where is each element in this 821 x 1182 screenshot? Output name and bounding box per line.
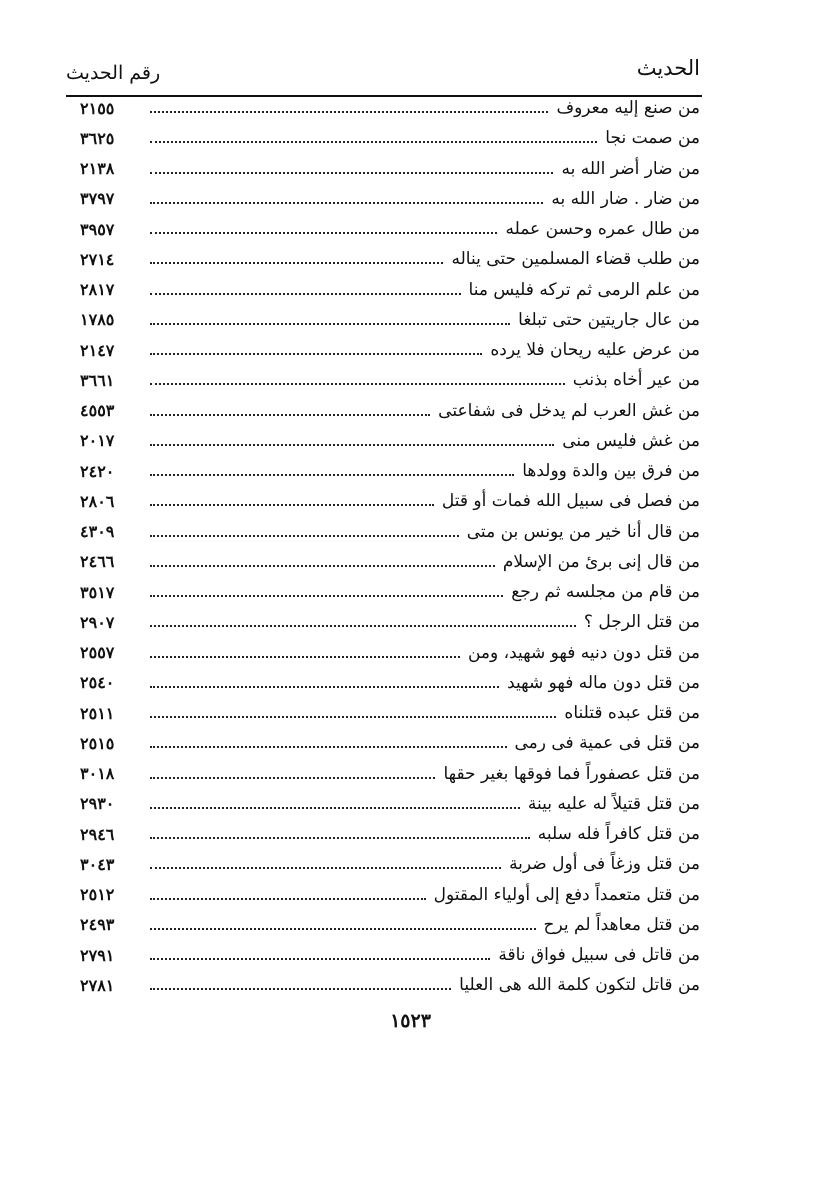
hadith-text: من قاتل لتكون كلمة الله هى العليا (459, 975, 700, 996)
dot-leader (150, 595, 503, 597)
index-entry (80, 728, 700, 758)
index-entry (80, 607, 700, 637)
dot-leader (150, 625, 576, 627)
dot-leader (150, 837, 530, 839)
hadith-text: من فرق بين والدة وولدها (522, 461, 700, 482)
hadith-number: ٣٧٩٧ (80, 189, 115, 209)
hadith-number: ٢٥١٥ (80, 733, 115, 753)
index-entry (80, 154, 700, 184)
hadith-text: من قتل فى عمية فى رمى (514, 733, 700, 754)
dot-leader (150, 716, 556, 718)
dot-leader (150, 414, 430, 416)
dot-leader (150, 323, 510, 325)
hadith-number: ٢٨٠٦ (80, 491, 115, 511)
hadith-number: ٢٤٩٣ (80, 915, 115, 935)
dot-leader (150, 656, 460, 658)
dot-leader (150, 111, 548, 113)
hadith-number: ٢٥٥٧ (80, 643, 115, 663)
dot-leader (150, 988, 451, 990)
hadith-text: من عال جاريتين حتى تبلغا (518, 309, 700, 330)
index-entry (80, 698, 700, 728)
hadith-number: ٢٩٠٧ (80, 612, 115, 632)
dot-leader (150, 867, 501, 869)
index-entry (80, 517, 700, 547)
hadith-text: من فصل فى سبيل الله فمات أو قتل (441, 491, 700, 512)
hadith-text: من صمت نجا (605, 128, 700, 149)
hadith-number: ٣٠١٨ (80, 764, 115, 784)
hadith-text: من قتل دون دنيه فهو شهيد، ومن (467, 642, 700, 663)
dot-leader (150, 807, 520, 809)
index-entry (80, 456, 700, 486)
dot-leader (150, 293, 461, 295)
hadith-column-heading: الحديث (636, 56, 700, 80)
hadith-text: من قتل الرجل ؟ (583, 612, 700, 633)
hadith-text: من غش العرب لم يدخل فى شفاعتى (438, 400, 700, 421)
index-entry (80, 93, 700, 123)
index-entry (80, 849, 700, 879)
index-entry (80, 970, 700, 1000)
index-entry (80, 214, 700, 244)
dot-leader (150, 504, 434, 506)
index-entry (80, 547, 700, 577)
index-entry (80, 275, 700, 305)
dot-leader (150, 383, 565, 385)
hadith-number: ٢١٤٧ (80, 340, 115, 360)
hadith-number: ٢٨١٧ (80, 280, 115, 300)
index-entry (80, 305, 700, 335)
dot-leader (150, 686, 499, 688)
hadith-number: ٣٦٦١ (80, 370, 115, 390)
dot-leader (150, 535, 459, 537)
hadith-text: من قتل وزغاً فى أول ضربة (509, 854, 700, 875)
hadith-text: من قتل معاهداً لم يرح (543, 914, 700, 935)
hadith-number: ٢٥٤٠ (80, 673, 115, 693)
index-entry (80, 335, 700, 365)
index-entry (80, 910, 700, 940)
hadith-text: من علم الرمى ثم تركه فليس منا (468, 279, 700, 300)
hadith-text: من ضار أضر الله به (561, 158, 700, 179)
dot-leader (150, 353, 482, 355)
hadith-number: ٣٠٤٣ (80, 854, 115, 874)
index-entry (80, 668, 700, 698)
hadith-text: من قتل عصفوراً فما فوقها بغير حقها (443, 763, 700, 784)
index-entry (80, 819, 700, 849)
hadith-text: من طال عمره وحسن عمله (505, 219, 700, 240)
index-entry (80, 365, 700, 395)
index-entry (80, 940, 700, 970)
dot-leader (150, 898, 426, 900)
hadith-number: ٢٤٢٠ (80, 461, 115, 481)
hadith-number: ٢٥١١ (80, 703, 115, 723)
index-entry (80, 759, 700, 789)
dot-leader (150, 444, 554, 446)
dot-leader (150, 172, 553, 174)
hadith-number: ٣٦٢٥ (80, 128, 115, 148)
dot-leader (150, 232, 497, 234)
hadith-text: من قال إنى برئ من الإسلام (502, 551, 700, 572)
index-entry (80, 789, 700, 819)
hadith-number: ١٧٨٥ (80, 310, 115, 330)
index-entry (80, 486, 700, 516)
hadith-text: من قال أنا خير من يونس بن متى (466, 521, 700, 542)
hadith-number: ٢٤٦٦ (80, 552, 115, 572)
hadith-text: من طلب قضاء المسلمين حتى يناله (451, 249, 700, 270)
hadith-number-column-heading: رقم الحديث (66, 62, 161, 84)
hadith-text: من قاتل فى سبيل فواق ناقة (498, 945, 700, 966)
dot-leader (150, 565, 495, 567)
dot-leader (150, 746, 507, 748)
hadith-text: من عرض عليه ريحان فلا يرده (490, 340, 700, 361)
page-number: ١٥٢٣ (390, 1010, 431, 1032)
hadith-number: ٢٥١٢ (80, 885, 115, 905)
index-entry (80, 396, 700, 426)
hadith-number: ٢٧٩١ (80, 945, 115, 965)
hadith-number: ٢١٣٨ (80, 159, 115, 179)
dot-leader (150, 262, 443, 264)
index-entry (80, 244, 700, 274)
hadith-text: من قتل كافراً فله سلبه (537, 824, 700, 845)
hadith-number: ٣٥١٧ (80, 582, 115, 602)
hadith-number: ٣٩٥٧ (80, 219, 115, 239)
hadith-number: ٤٥٥٣ (80, 401, 115, 421)
dot-leader (150, 141, 597, 143)
index-entry (80, 426, 700, 456)
index-entry (80, 577, 700, 607)
index-entry (80, 184, 700, 214)
hadith-text: من قتل قتيلاً له عليه بينة (527, 793, 700, 814)
index-entry (80, 638, 700, 668)
dot-leader (150, 474, 514, 476)
hadith-number: ٢٠١٧ (80, 431, 115, 451)
hadith-text: من قتل دون ماله فهو شهيد (507, 672, 700, 693)
hadith-number: ٢٧١٤ (80, 249, 115, 269)
index-entry (80, 123, 700, 153)
dot-leader (150, 777, 435, 779)
hadith-text: من عير أخاه بذنب (572, 370, 700, 391)
hadith-text: من صنع إليه معروف (556, 98, 700, 119)
hadith-text: من قتل متعمداً دفع إلى أولياء المقتول (433, 884, 700, 905)
hadith-text: من غش فليس منى (562, 430, 700, 451)
hadith-text: من قتل عبده قتلناه (564, 703, 700, 724)
dot-leader (150, 928, 536, 930)
hadith-number: ٤٣٠٩ (80, 522, 115, 542)
index-entry (80, 880, 700, 910)
dot-leader (150, 958, 490, 960)
hadith-number: ٢١٥٥ (80, 98, 115, 118)
dot-leader (150, 202, 543, 204)
table-header (66, 52, 700, 92)
hadith-number: ٢٧٨١ (80, 975, 115, 995)
hadith-index-list (80, 93, 700, 1001)
hadith-number: ٢٩٣٠ (80, 794, 115, 814)
hadith-number: ٢٩٤٦ (80, 824, 115, 844)
hadith-text: من قام من مجلسه ثم رجع (511, 582, 700, 603)
hadith-text: من ضار . ضار الله به (551, 188, 700, 209)
